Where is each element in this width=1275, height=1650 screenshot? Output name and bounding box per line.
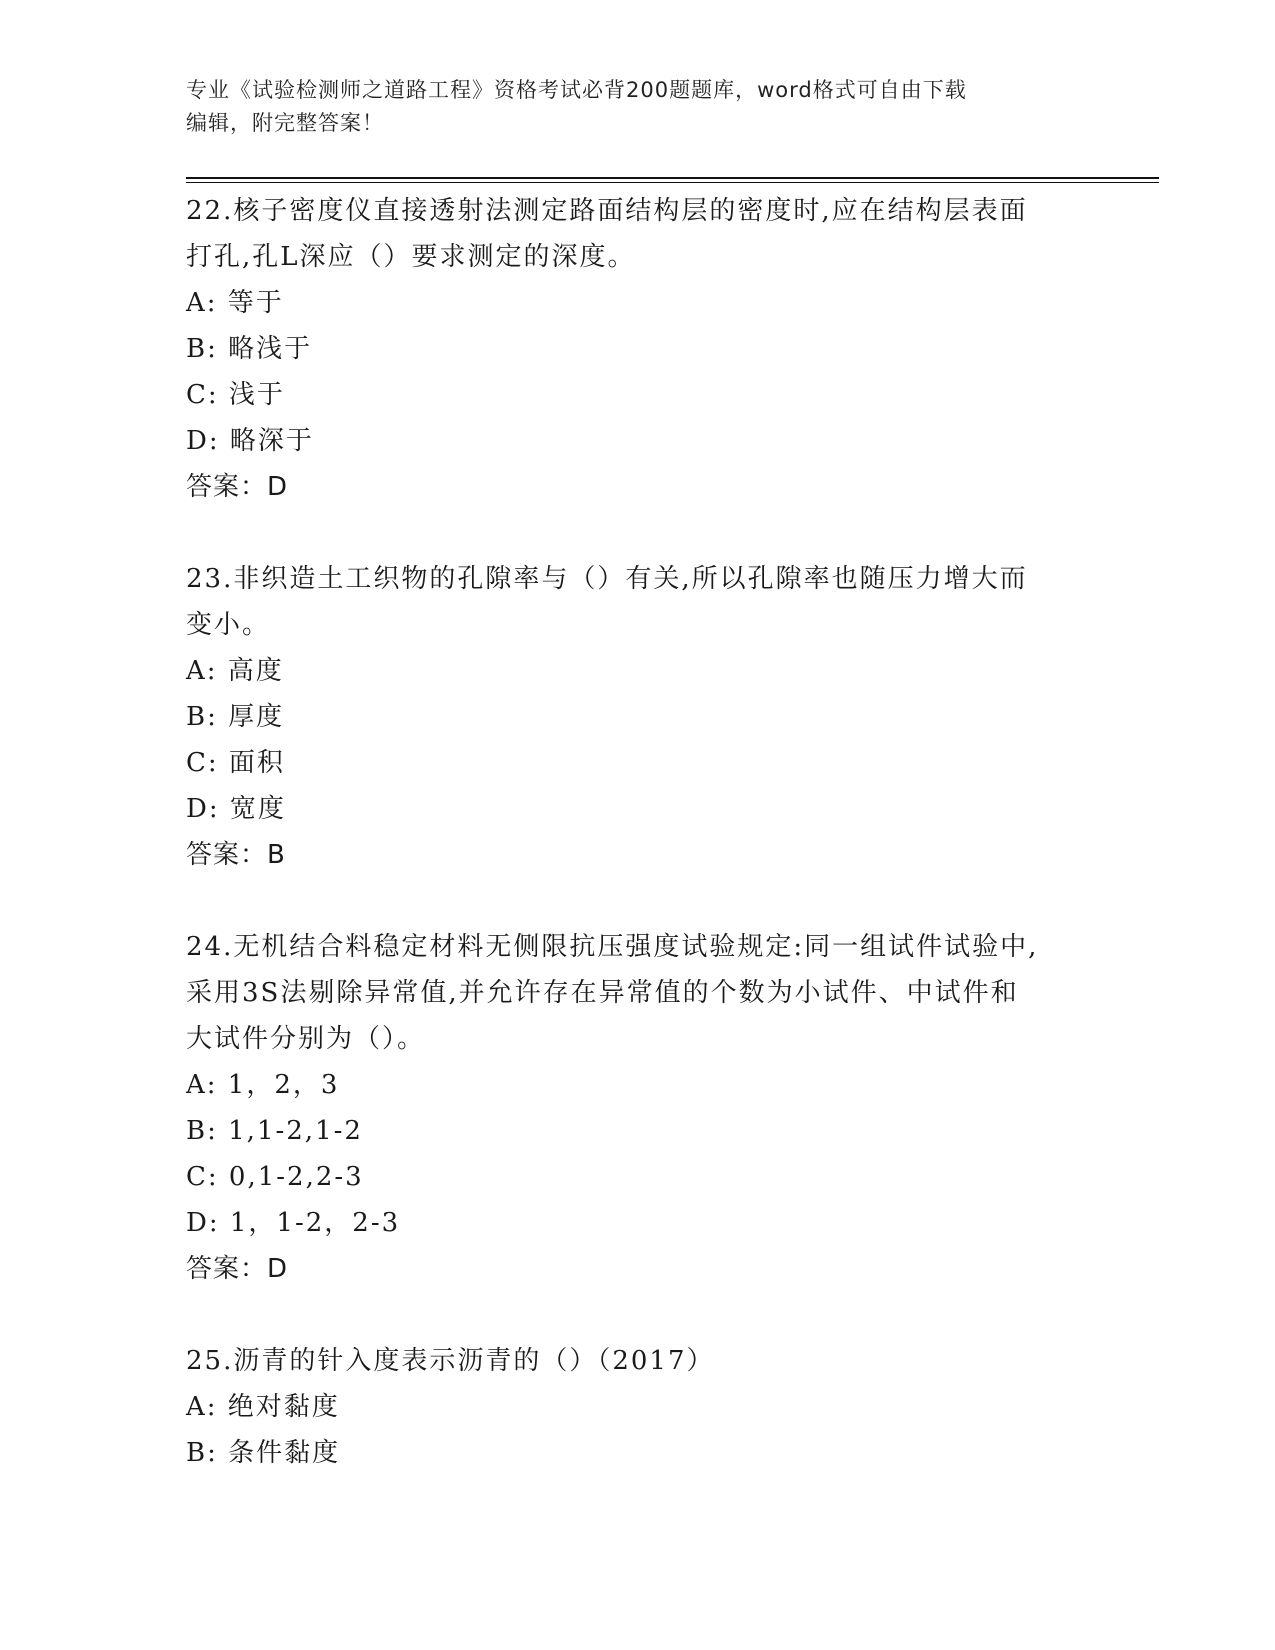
header-divider-thick	[186, 177, 1159, 179]
document-header	[186, 74, 1086, 140]
question-list	[186, 188, 1086, 1476]
header-line-2: 编辑，附完整答案！	[186, 111, 384, 135]
question-text-line: 打孔,孔L深应（）要求测定的深度。	[186, 242, 636, 272]
question-22	[186, 188, 1086, 510]
header-line-1: 专业《试验检测师之道路工程》资格考试必背200题题库，word格式可自由下载	[186, 78, 967, 102]
answer-label: 答案：B	[186, 840, 286, 870]
answer-label: 答案：D	[186, 1254, 289, 1284]
option-a: A: 1，2，3	[186, 1070, 340, 1100]
question-spacer	[186, 878, 1086, 924]
option-a: A: 等于	[186, 288, 284, 318]
option-b: B: 条件黏度	[186, 1438, 341, 1468]
question-text-line: 采用3S法剔除异常值,并允许存在异常值的个数为小试件、中试件和	[186, 978, 1019, 1008]
question-text-line: 22.核子密度仪直接透射法测定路面结构层的密度时,应在结构层表面	[186, 196, 1028, 226]
option-b: B: 略浅于	[186, 334, 313, 364]
question-text-line: 变小。	[186, 610, 271, 640]
question-spacer	[186, 510, 1086, 556]
question-text-line: 25.沥青的针入度表示沥青的（）（2017）	[186, 1346, 715, 1376]
option-d: D: 略深于	[186, 426, 314, 456]
option-a: A: 绝对黏度	[186, 1392, 340, 1422]
option-d: D: 1，1-2，2-3	[186, 1208, 401, 1238]
header-divider-thin	[186, 182, 1159, 183]
option-b: B: 厚度	[186, 702, 285, 732]
answer-label: 答案：D	[186, 472, 289, 502]
option-c: C: 面积	[186, 748, 285, 778]
option-c: C: 0,1-2,2-3	[186, 1162, 364, 1192]
option-d: D: 宽度	[186, 794, 286, 824]
option-b: B: 1,1-2,1-2	[186, 1116, 363, 1146]
question-spacer	[186, 1292, 1086, 1338]
option-c: C: 浅于	[186, 380, 285, 410]
question-23	[186, 556, 1086, 878]
question-text-line: 24.无机结合料稳定材料无侧限抗压强度试验规定:同一组试件试验中,	[186, 932, 1039, 962]
question-text-line: 23.非织造土工织物的孔隙率与（）有关,所以孔隙率也随压力增大而	[186, 564, 1028, 594]
question-24	[186, 924, 1086, 1292]
question-25	[186, 1338, 1086, 1476]
question-text-line: 大试件分别为（）。	[186, 1024, 426, 1054]
option-a: A: 高度	[186, 656, 284, 686]
